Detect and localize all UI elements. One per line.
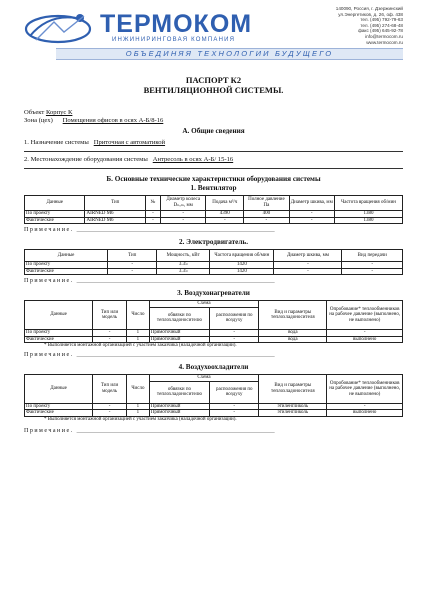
table-cell: AIRNED M6 (85, 217, 145, 224)
table-cell: Фактические (25, 410, 93, 417)
table-cell: - (108, 268, 157, 275)
table-cell: По проекту (25, 262, 108, 269)
remark-label: Примечание. (24, 227, 74, 234)
column-header: Вид передачи (342, 250, 403, 262)
heaters-table (24, 300, 403, 343)
website-link[interactable]: www.termocom.ru (366, 39, 403, 45)
table-cell: - (145, 217, 160, 224)
column-header: Тип (108, 250, 157, 262)
column-header: расположения по воздуху (210, 381, 259, 403)
table-cell: этиленгликоль (259, 410, 327, 417)
column-header: Вид и параметры теплохладоносителя (259, 375, 327, 404)
divider (24, 164, 403, 169)
table-cell: - (93, 336, 127, 343)
table-cell: Прямоточный (149, 329, 209, 336)
address-line: 140090, Россия, г. Дзержинский (335, 6, 403, 11)
table-cell: AIRNED M6 (85, 211, 145, 218)
column-header: Подача м³/ч (206, 196, 244, 211)
table-cell: 1420 (210, 268, 274, 275)
table-cell: - (342, 262, 403, 269)
table-cell: 400 (244, 211, 289, 218)
column-header: Диаметр колеса Dₙₒₘ, мм (161, 196, 206, 211)
purpose-label: 1. Назначение системы (24, 139, 89, 146)
table-cell: Прямоточный (149, 403, 209, 410)
fan-remark: Примечание. __________________________________________________________________ (24, 227, 275, 234)
table-cell: выполнено (327, 336, 403, 343)
column-header: Опробование* теплообменников на рабочее давление (выполнено, не выполнено) (327, 375, 403, 404)
table-row (25, 336, 403, 343)
table-cell: 1 (127, 336, 150, 343)
table-cell: - (289, 217, 334, 224)
table-cell: - (210, 403, 259, 410)
title-line-1: ПАСПОРТ К2 (185, 75, 242, 85)
table-cell: вода (259, 329, 327, 336)
table-header-row (25, 250, 403, 262)
fan-table (24, 195, 403, 224)
table-row (25, 410, 403, 417)
table-cell: 1 (127, 410, 150, 417)
table-cell: 3.35 (157, 262, 210, 269)
zone-label: Зона (цех) (24, 117, 53, 124)
fax-line: факс (495) 645-92-78 (358, 28, 403, 34)
section-a-title: А. Общие сведения (182, 127, 245, 135)
table-cell: - (327, 403, 403, 410)
motor-table (24, 249, 403, 275)
column-header: Данные (25, 196, 85, 211)
table-cell: - (342, 268, 403, 275)
column-header: Число (127, 301, 150, 330)
column-header: Данные (25, 301, 93, 330)
object-label: Объект (24, 109, 46, 116)
fan-section-title: 1. Вентилятор (190, 184, 237, 192)
table-row (25, 403, 403, 410)
table-cell: 1380 (334, 217, 402, 224)
table-cell: 1420 (210, 262, 274, 269)
table-cell: Фактические (25, 217, 85, 224)
table-cell: - (274, 268, 342, 275)
table-row (25, 262, 403, 269)
remark-label: Примечание. (24, 427, 74, 434)
table-cell: 1 (127, 403, 150, 410)
column-header: Частота вращения об/мин (210, 250, 274, 262)
slogan-banner: ОБЪЕДИНЯЯ ТЕХНОЛОГИИ БУДУЩЕГО (56, 48, 403, 60)
table-cell: вода (259, 336, 327, 343)
column-header: Данные (25, 250, 108, 262)
purpose-field (24, 139, 403, 147)
object-value: Корпус К (45, 109, 73, 116)
location-field (24, 156, 403, 164)
table-cell: - (327, 329, 403, 336)
column-header: Диаметр шкива, мм (289, 196, 334, 211)
remark-label: Примечание. (24, 352, 74, 359)
column-header: Частота вращения об/мин (334, 196, 402, 211)
phone-line: тел. (495) 274-68-48 (360, 22, 403, 28)
table-row (25, 268, 403, 275)
column-header: обвязки по теплохладоносителю (149, 381, 209, 403)
table-cell: - (145, 211, 160, 218)
table-row (25, 329, 403, 336)
table-cell: - (210, 336, 259, 343)
table-cell: Прямоточный (149, 410, 209, 417)
divider (24, 147, 403, 152)
table-row (25, 211, 403, 218)
table-cell: 1 (127, 329, 150, 336)
column-header: Тип или модель (93, 375, 127, 404)
heaters-section-title: 3. Воздухонагреватели (177, 289, 250, 298)
section-b-title: Б. Основные технические характеристики оборудования системы (106, 175, 321, 183)
motor-remark: Примечание. __________________________________________________________________ (24, 278, 275, 285)
column-header: обвязки по теплохладоносителю (149, 307, 209, 329)
table-header-row (25, 375, 403, 382)
column-header: Вид и параметры теплохладоносителя (259, 301, 327, 330)
zone-value: Помещения офисов в осях А-Б/8-16 (62, 117, 164, 124)
column-header: Тип (85, 196, 145, 211)
table-cell: - (274, 262, 342, 269)
table-cell: - (210, 329, 259, 336)
column-header: Схема (149, 301, 259, 308)
location-value: Антресоль в осях А-Б/ 15-16 (152, 156, 234, 163)
letterhead (24, 6, 403, 62)
company-logo-icon (24, 12, 96, 46)
table-cell: - (289, 211, 334, 218)
table-cell: 1380 (334, 211, 402, 218)
table-cell: - (244, 217, 289, 224)
table-cell: - (210, 410, 259, 417)
title-line-2: ВЕНТИЛЯЦИОННОЙ СИСТЕМЫ. (143, 84, 284, 95)
table-cell: Фактические (25, 336, 93, 343)
purpose-value: Приточная с автоматикой (93, 139, 166, 146)
email-link[interactable]: info@termocom.ru (365, 33, 403, 39)
coolers-section-title: 4. Воздухоохладители (178, 363, 249, 372)
table-cell: - (93, 329, 127, 336)
coolers-table (24, 374, 403, 417)
heaters-remark: Примечание. __________________________________________________________________ (24, 352, 275, 359)
column-header: Данные (25, 375, 93, 404)
table-cell: выполнено (327, 410, 403, 417)
table-row (25, 217, 403, 224)
table-cell: Фактические (25, 268, 108, 275)
column-header: Число (127, 375, 150, 404)
table-header-row (25, 196, 403, 211)
location-label: 2. Местонахождение оборудования системы (24, 156, 148, 163)
table-cell: 4390 (206, 211, 244, 218)
column-header: расположения по воздуху (210, 307, 259, 329)
table-cell: Прямоточный (149, 336, 209, 343)
table-cell: этиленгликоль (259, 403, 327, 410)
column-header: Диаметр шкива, мм (274, 250, 342, 262)
coolers-remark: Примечание. __________________________________________________________________ (24, 427, 275, 434)
brand-name: ТЕРМОКОМ (100, 10, 253, 38)
table-cell: По проекту (25, 403, 93, 410)
table-cell: - (108, 262, 157, 269)
table-cell: По проекту (25, 211, 85, 218)
column-header: Мощность, кВт (157, 250, 210, 262)
table-cell: 3.35 (157, 268, 210, 275)
column-header: № (145, 196, 160, 211)
motor-section-title: 2. Электродвигатель. (178, 238, 248, 247)
address-line: ул.Энергетиков, д. 26, оф. 438 (338, 11, 403, 17)
column-header: Опробование* теплообменников на рабочее давление (выполнено, не выполнено) (327, 301, 403, 330)
column-header: Схема (149, 375, 259, 382)
table-cell: - (206, 217, 244, 224)
zone-field (24, 117, 403, 125)
table-cell: - (161, 217, 206, 224)
phone-line: тел. (495) 792-79-63 (360, 17, 403, 23)
remark-label: Примечание. (24, 278, 74, 285)
object-field (24, 109, 403, 117)
company-address (336, 6, 403, 45)
table-cell: - (161, 211, 206, 218)
coolers-footnote: * Выполняется монтажной организацией с участием заказчика (наладочной организации). (44, 416, 237, 422)
brand-subtitle: ИНЖИНИРИНГОВАЯ КОМПАНИЯ (112, 37, 236, 43)
table-cell: - (93, 403, 127, 410)
table-cell: По проекту (25, 329, 93, 336)
heaters-footnote: * Выполняется монтажной организацией с участием заказчика (наладочной организации). (44, 343, 237, 349)
table-header-row (25, 301, 403, 308)
table-cell: - (93, 410, 127, 417)
column-header: Полное давление Па (244, 196, 289, 211)
column-header: Тип или модель (93, 301, 127, 330)
document-title (24, 76, 403, 95)
